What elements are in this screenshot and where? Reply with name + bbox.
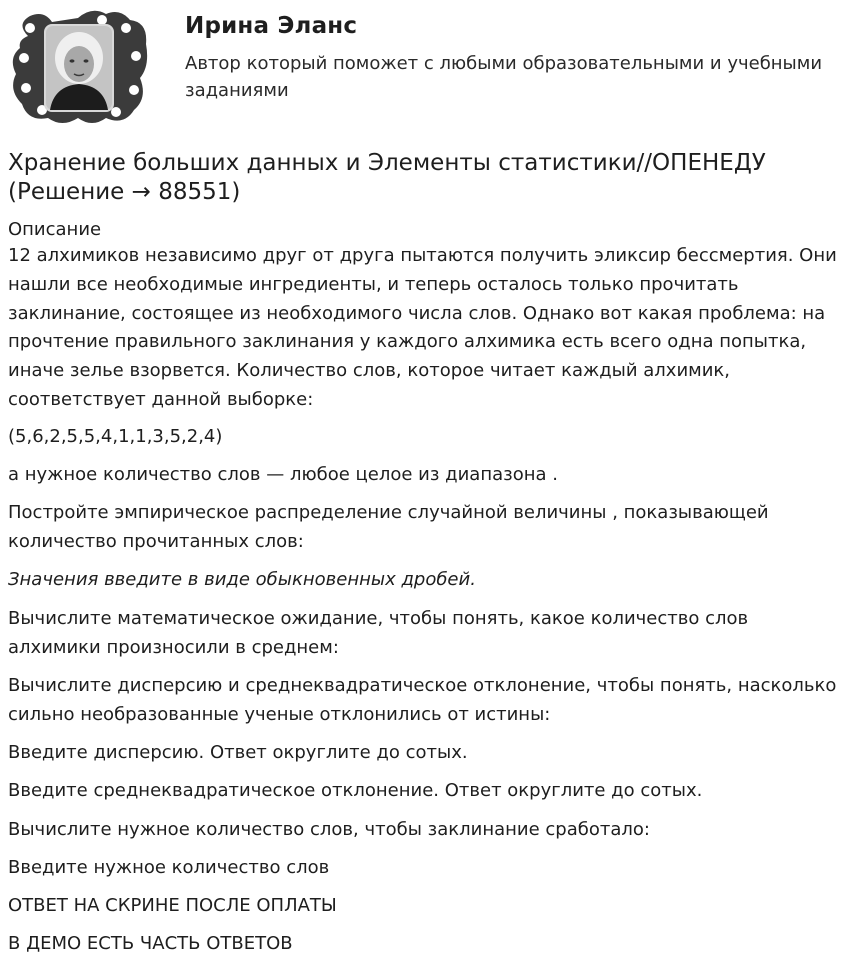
words-needed-text: Вычислите нужное количество слов, чтобы заклинание сработало: (8, 818, 650, 840)
author-avatar[interactable] (8, 6, 150, 128)
author-name[interactable]: Ирина Эланс (185, 13, 358, 39)
author-header (0, 0, 847, 130)
sample-values: (5,6,2,5,5,4,1,1,3,5,2,4) (8, 425, 223, 447)
expectation-text: Вычислите математическое ожидание, чтобы понять, какое количество слов алхимики произносили в среднем: (8, 607, 749, 658)
film-reel-avatar-frame (8, 6, 150, 128)
author-description: Автор который поможет с любыми образовательными и учебными заданиями (185, 53, 823, 101)
enter-words-text: Введите нужное количество слов (8, 856, 330, 878)
enter-variance-text: Введите дисперсию. Ответ округлите до сотых. (8, 741, 468, 763)
task-body (8, 218, 843, 969)
demo-note: В ДЕМО ЕСТЬ ЧАСТЬ ОТВЕТОВ (8, 933, 293, 955)
variance-text: Вычислите дисперсию и среднеквадратическое отклонение, чтобы понять, насколько сильно необразованные ученые отклонились от истины: (8, 674, 837, 725)
page-title: Хранение больших данных и Элементы статистики//ОПЕНЕДУ (Решение → 88551) (8, 150, 766, 205)
range-text: а нужное количество слов — любое целое из диапазона . (8, 464, 558, 486)
enter-std-text: Введите среднеквадратическое отклонение. Ответ округлите до сотых. (8, 780, 703, 802)
description-label: Описание (8, 219, 102, 240)
distribution-text: Постройте эмпирическое распределение случайной величины , показывающей количество прочитанных слов: (8, 502, 769, 553)
fractions-note: Значения введите в виде обыкновенных дробей. (8, 569, 476, 591)
description-text: 12 алхимиков независимо друг от друга пытаются получить эликсир бессмертия. Они нашли все необходимые ингредиенты, и теперь осталось только прочитать заклинание, состоящее из необходимого числа слов. Однако вот какая проблема: на прочтение правильного заклинания у каждого алхимика есть всего одна попытка, иначе зелье взорвется. Количество слов, которое читает каждый алхимик, соответствует данной выборке: (8, 245, 837, 410)
answer-note: ОТВЕТ НА СКРИНЕ ПОСЛЕ ОПЛАТЫ (8, 895, 337, 917)
